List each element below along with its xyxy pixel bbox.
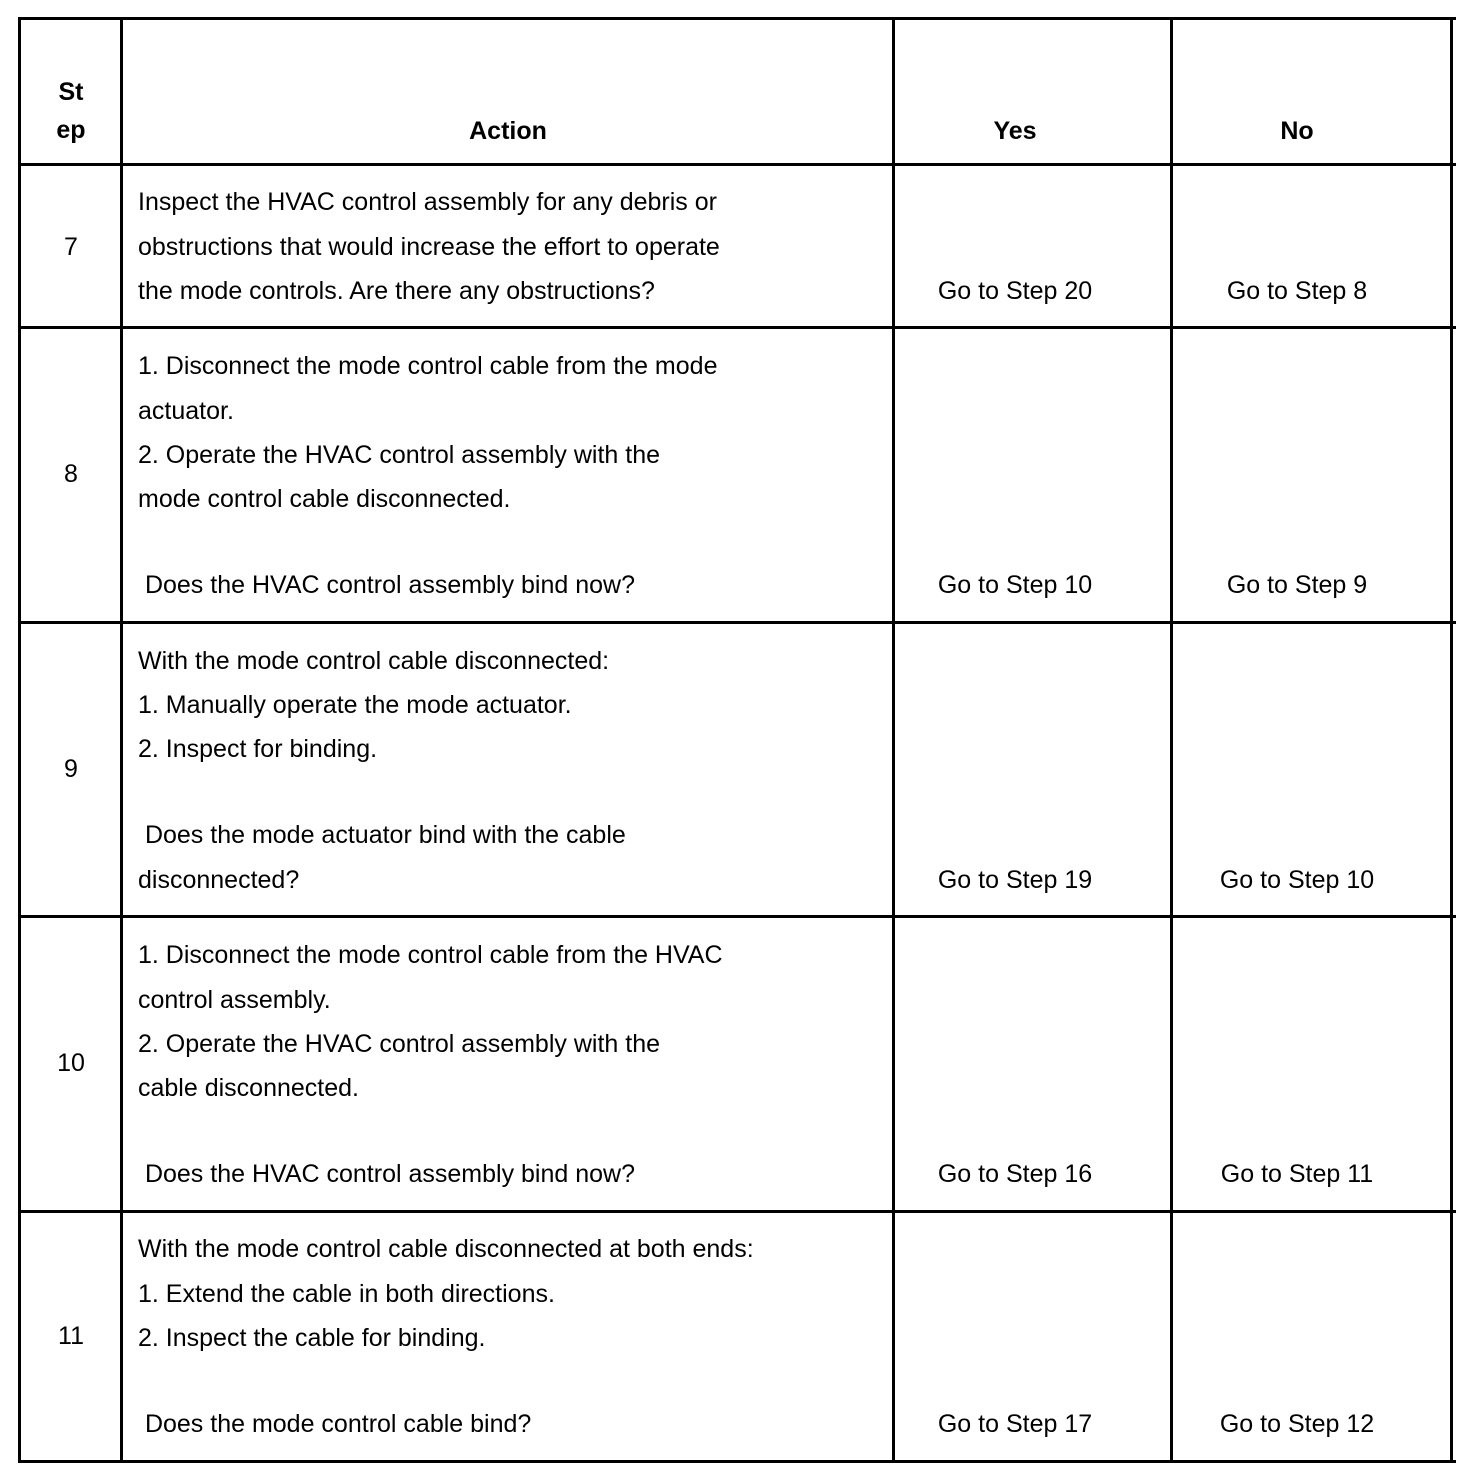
action-line: the mode controls. Are there any obstructions? <box>138 277 655 305</box>
action-line: With the mode control cable disconnected: <box>138 647 610 675</box>
table-border-right <box>1450 17 1453 1463</box>
row-step-number: 9 <box>64 755 78 783</box>
header-step-line2: ep <box>56 116 86 144</box>
table-border-bottom <box>18 1460 1456 1463</box>
action-question: Does the mode actuator bind with the cable <box>138 821 626 849</box>
action-line: 2. Inspect for binding. <box>138 735 378 763</box>
column-divider <box>892 17 895 1463</box>
action-line: 1. Disconnect the mode control cable from the mode <box>138 352 718 380</box>
row-step-number: 7 <box>64 233 78 261</box>
no-outcome: Go to Step 11 <box>1220 1160 1374 1188</box>
no-outcome: Go to Step 8 <box>1226 277 1368 305</box>
header-step-line1: St <box>58 78 84 106</box>
action-line: cable disconnected. <box>138 1074 359 1102</box>
no-outcome: Go to Step 12 <box>1219 1410 1375 1438</box>
row-step-number: 11 <box>58 1322 84 1350</box>
action-line: 1. Manually operate the mode actuator. <box>138 691 572 719</box>
row-divider <box>18 915 1456 918</box>
yes-outcome: Go to Step 10 <box>937 571 1093 599</box>
header-no: No <box>1280 117 1314 145</box>
action-line: actuator. <box>138 397 234 425</box>
action-line: control assembly. <box>138 986 331 1014</box>
row-step-number: 8 <box>64 460 78 488</box>
yes-outcome: Go to Step 17 <box>937 1410 1093 1438</box>
action-line: 1. Disconnect the mode control cable from the HVAC <box>138 941 723 969</box>
header-yes: Yes <box>993 117 1037 145</box>
action-line: obstructions that would increase the effort to operate <box>138 233 720 261</box>
yes-outcome: Go to Step 16 <box>937 1160 1093 1188</box>
action-question: Does the HVAC control assembly bind now? <box>138 1160 635 1188</box>
row-divider <box>18 1210 1456 1213</box>
action-line: With the mode control cable disconnected at both ends: <box>138 1235 754 1263</box>
yes-outcome: Go to Step 19 <box>937 866 1093 894</box>
yes-outcome: Go to Step 20 <box>937 277 1093 305</box>
row-step-number: 10 <box>57 1049 85 1077</box>
action-line: 1. Extend the cable in both directions. <box>138 1280 555 1308</box>
header-action: Action <box>469 117 547 145</box>
row-divider <box>18 326 1456 329</box>
column-divider <box>1170 17 1173 1463</box>
row-divider <box>18 621 1456 624</box>
no-outcome: Go to Step 9 <box>1226 571 1368 599</box>
table-border-top <box>18 17 1456 20</box>
no-outcome: Go to Step 10 <box>1219 866 1375 894</box>
action-line: mode control cable disconnected. <box>138 485 511 513</box>
action-line: Inspect the HVAC control assembly for any debris or <box>138 188 717 216</box>
action-question: Does the HVAC control assembly bind now? <box>138 571 635 599</box>
action-line: 2. Operate the HVAC control assembly with the <box>138 1030 660 1058</box>
action-question: Does the mode control cable bind? <box>138 1410 532 1438</box>
action-line: disconnected? <box>138 866 300 894</box>
action-line: 2. Inspect the cable for binding. <box>138 1324 486 1352</box>
row-divider <box>18 163 1456 166</box>
action-line: 2. Operate the HVAC control assembly with the <box>138 441 660 469</box>
